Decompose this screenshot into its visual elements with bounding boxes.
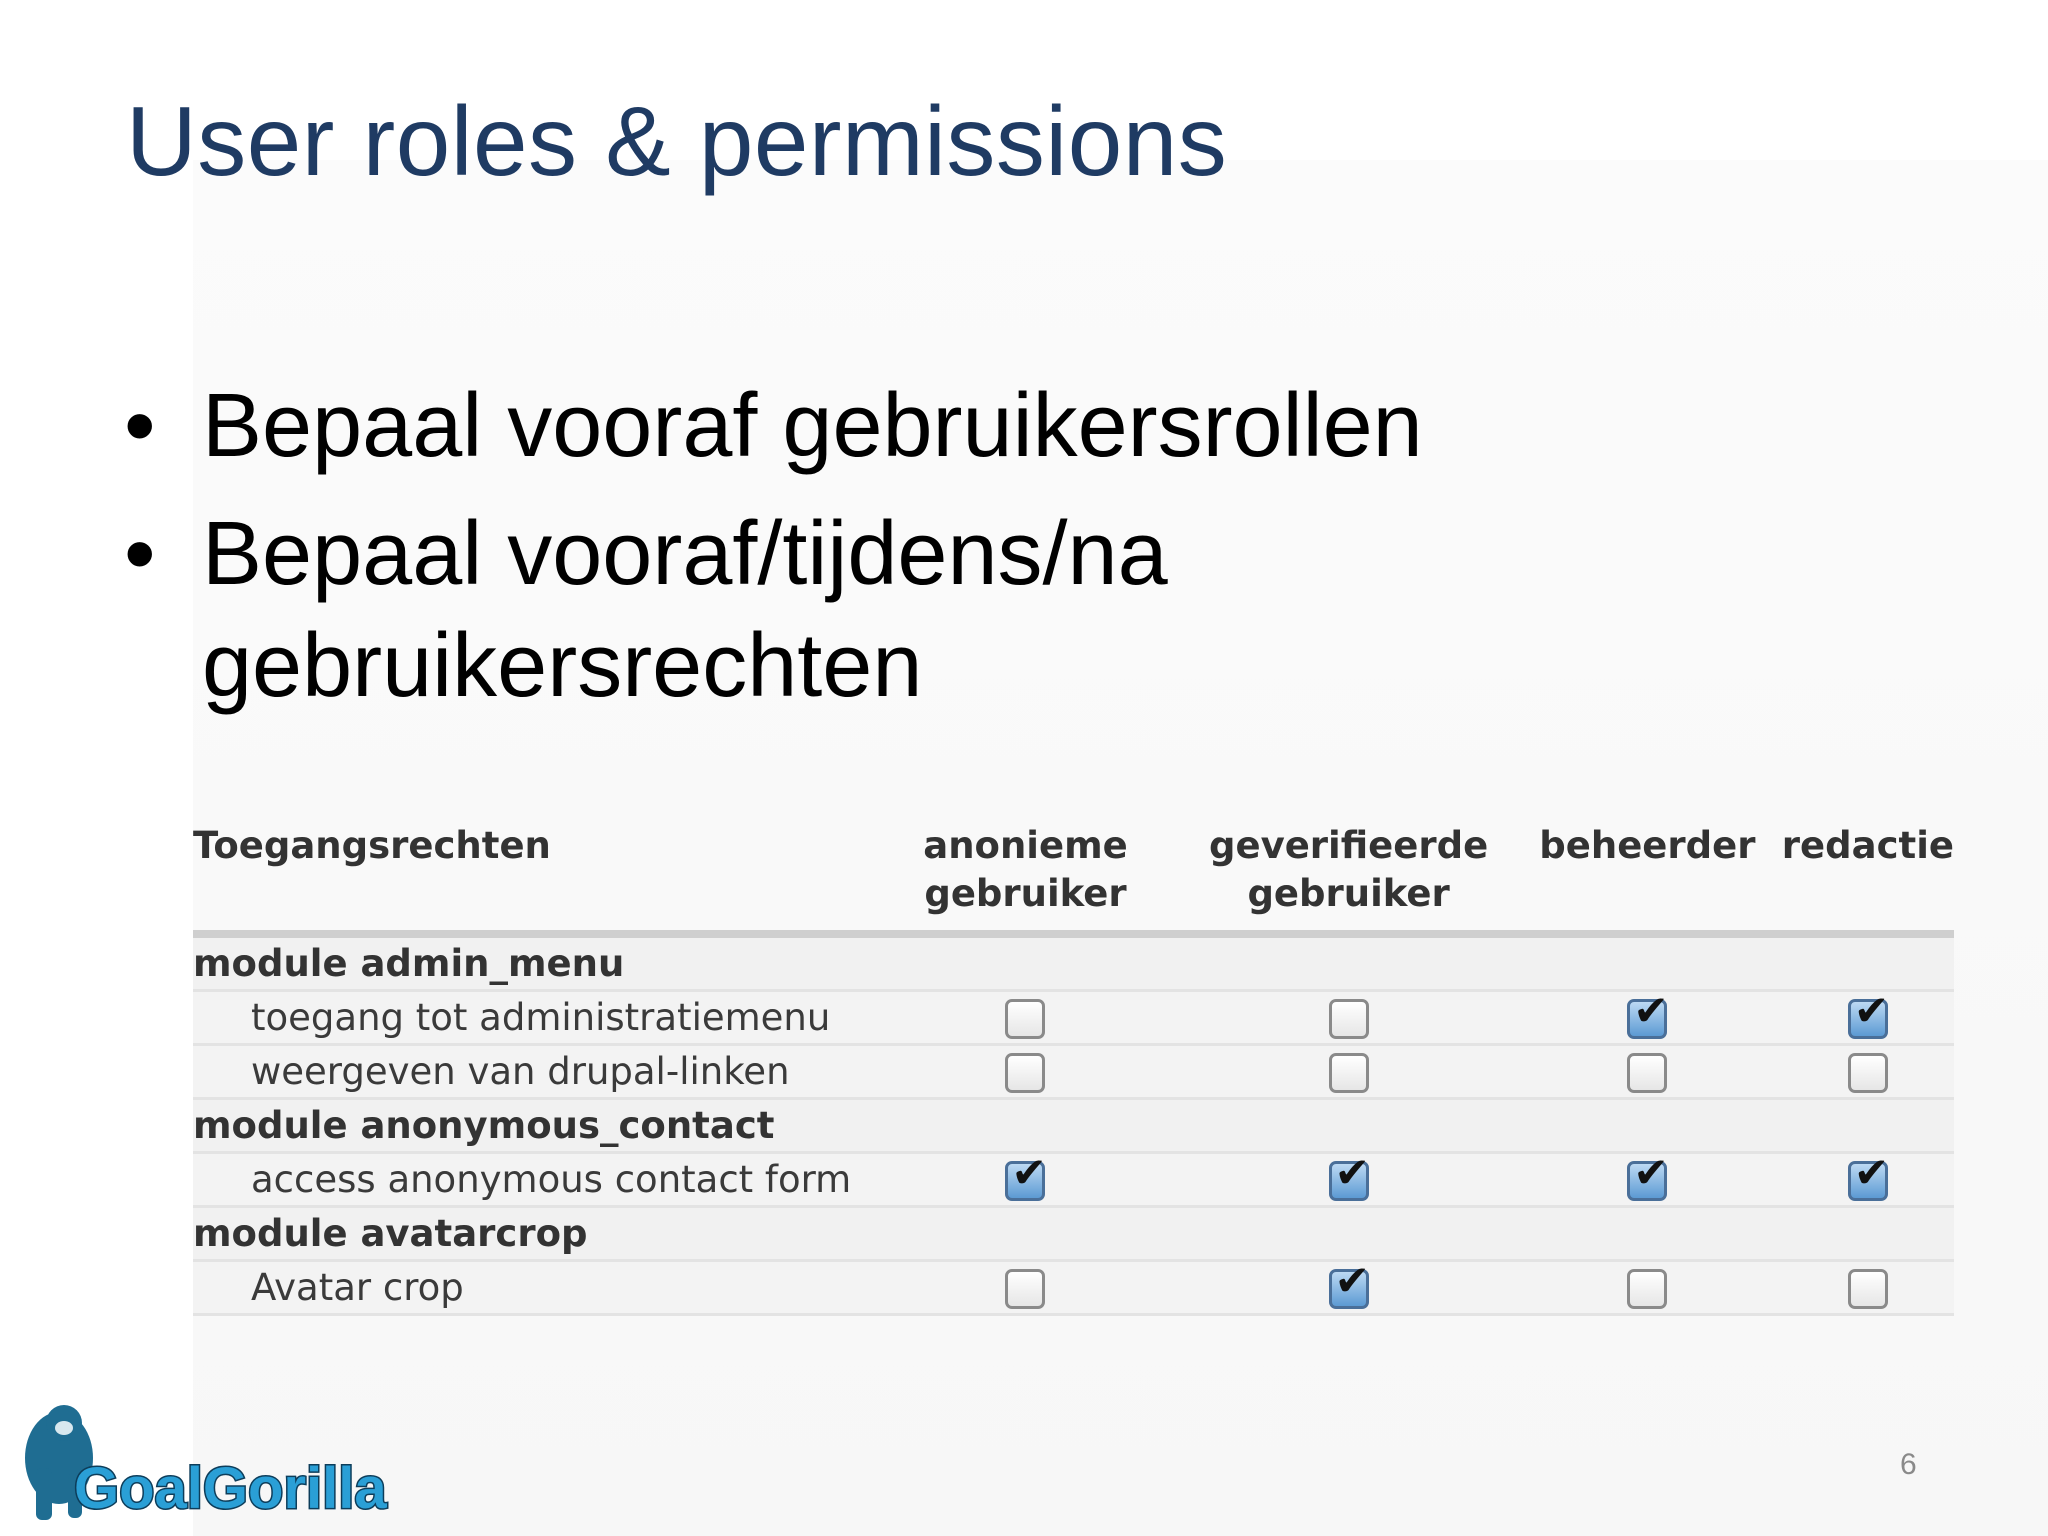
column-header-role: redactie — [1782, 808, 1954, 934]
checkbox-unchecked[interactable] — [1848, 1269, 1888, 1309]
module-name: module anonymous_contact — [193, 1099, 1954, 1153]
module-row — [193, 1207, 1954, 1261]
permission-row — [193, 1261, 1954, 1315]
checkbox-cell — [1782, 1261, 1954, 1315]
column-header-role: geverifieerde gebruiker — [1184, 808, 1513, 934]
permission-label: access anonymous contact form — [193, 1153, 867, 1207]
bullet-dot-icon: • — [124, 376, 156, 476]
column-header-permission: Toegangsrechten — [193, 808, 867, 934]
checkbox-cell — [1184, 1153, 1513, 1207]
permission-row — [193, 1045, 1954, 1099]
checkbox-checked[interactable] — [1627, 999, 1667, 1039]
bullet-item — [120, 498, 1602, 722]
permission-row — [193, 1153, 1954, 1207]
checkbox-checked[interactable] — [1848, 1161, 1888, 1201]
checkbox-cell — [1184, 991, 1513, 1045]
bullet-list — [120, 370, 1602, 738]
checkbox-cell — [867, 991, 1184, 1045]
logo-text: GoalGorilla — [74, 1456, 387, 1521]
bullet-dot-icon: • — [124, 504, 156, 604]
checkbox-unchecked[interactable] — [1005, 1053, 1045, 1093]
table-body — [193, 934, 1954, 1315]
column-header-role: anonieme gebruiker — [867, 808, 1184, 934]
module-row — [193, 1099, 1954, 1153]
module-name: module admin_menu — [193, 934, 1954, 991]
checkbox-cell — [1513, 1045, 1782, 1099]
permission-label: weergeven van drupal-linken — [193, 1045, 867, 1099]
column-header-role: beheerder — [1513, 808, 1782, 934]
checkbox-checked[interactable] — [1329, 1161, 1369, 1201]
checkbox-cell — [1184, 1261, 1513, 1315]
checkbox-cell — [867, 1045, 1184, 1099]
checkbox-checked[interactable] — [1005, 1161, 1045, 1201]
checkbox-unchecked[interactable] — [1329, 999, 1369, 1039]
permission-label: toegang tot administratiemenu — [193, 991, 867, 1045]
checkbox-checked[interactable] — [1848, 999, 1888, 1039]
checkbox-cell — [1782, 1045, 1954, 1099]
table-header-row — [193, 808, 1954, 934]
checkbox-unchecked[interactable] — [1005, 1269, 1045, 1309]
checkbox-unchecked[interactable] — [1848, 1053, 1888, 1093]
checkbox-checked[interactable] — [1329, 1269, 1369, 1309]
permission-row — [193, 991, 1954, 1045]
checkbox-unchecked[interactable] — [1329, 1053, 1369, 1093]
checkbox-cell — [1184, 1045, 1513, 1099]
bullet-text: Bepaal vooraf/tijdens/na gebruikersrechten — [202, 504, 1168, 716]
checkbox-cell — [1513, 991, 1782, 1045]
checkbox-unchecked[interactable] — [1627, 1269, 1667, 1309]
checkbox-cell — [867, 1261, 1184, 1315]
checkbox-unchecked[interactable] — [1627, 1053, 1667, 1093]
page-number: 6 — [1900, 1448, 1917, 1481]
checkbox-cell — [867, 1153, 1184, 1207]
goalgorilla-logo — [4, 1388, 404, 1528]
checkbox-cell — [1782, 1153, 1954, 1207]
permissions-table — [193, 808, 1954, 1316]
bullet-text: Bepaal vooraf gebruikersrollen — [202, 376, 1423, 476]
permission-label: Avatar crop — [193, 1261, 867, 1315]
module-row — [193, 934, 1954, 991]
checkbox-checked[interactable] — [1627, 1161, 1667, 1201]
checkbox-unchecked[interactable] — [1005, 999, 1045, 1039]
bullet-item — [120, 370, 1602, 482]
module-name: module avatarcrop — [193, 1207, 1954, 1261]
checkbox-cell — [1513, 1153, 1782, 1207]
checkbox-cell — [1782, 991, 1954, 1045]
checkbox-cell — [1513, 1261, 1782, 1315]
slide-title: User roles & permissions — [126, 86, 1228, 196]
